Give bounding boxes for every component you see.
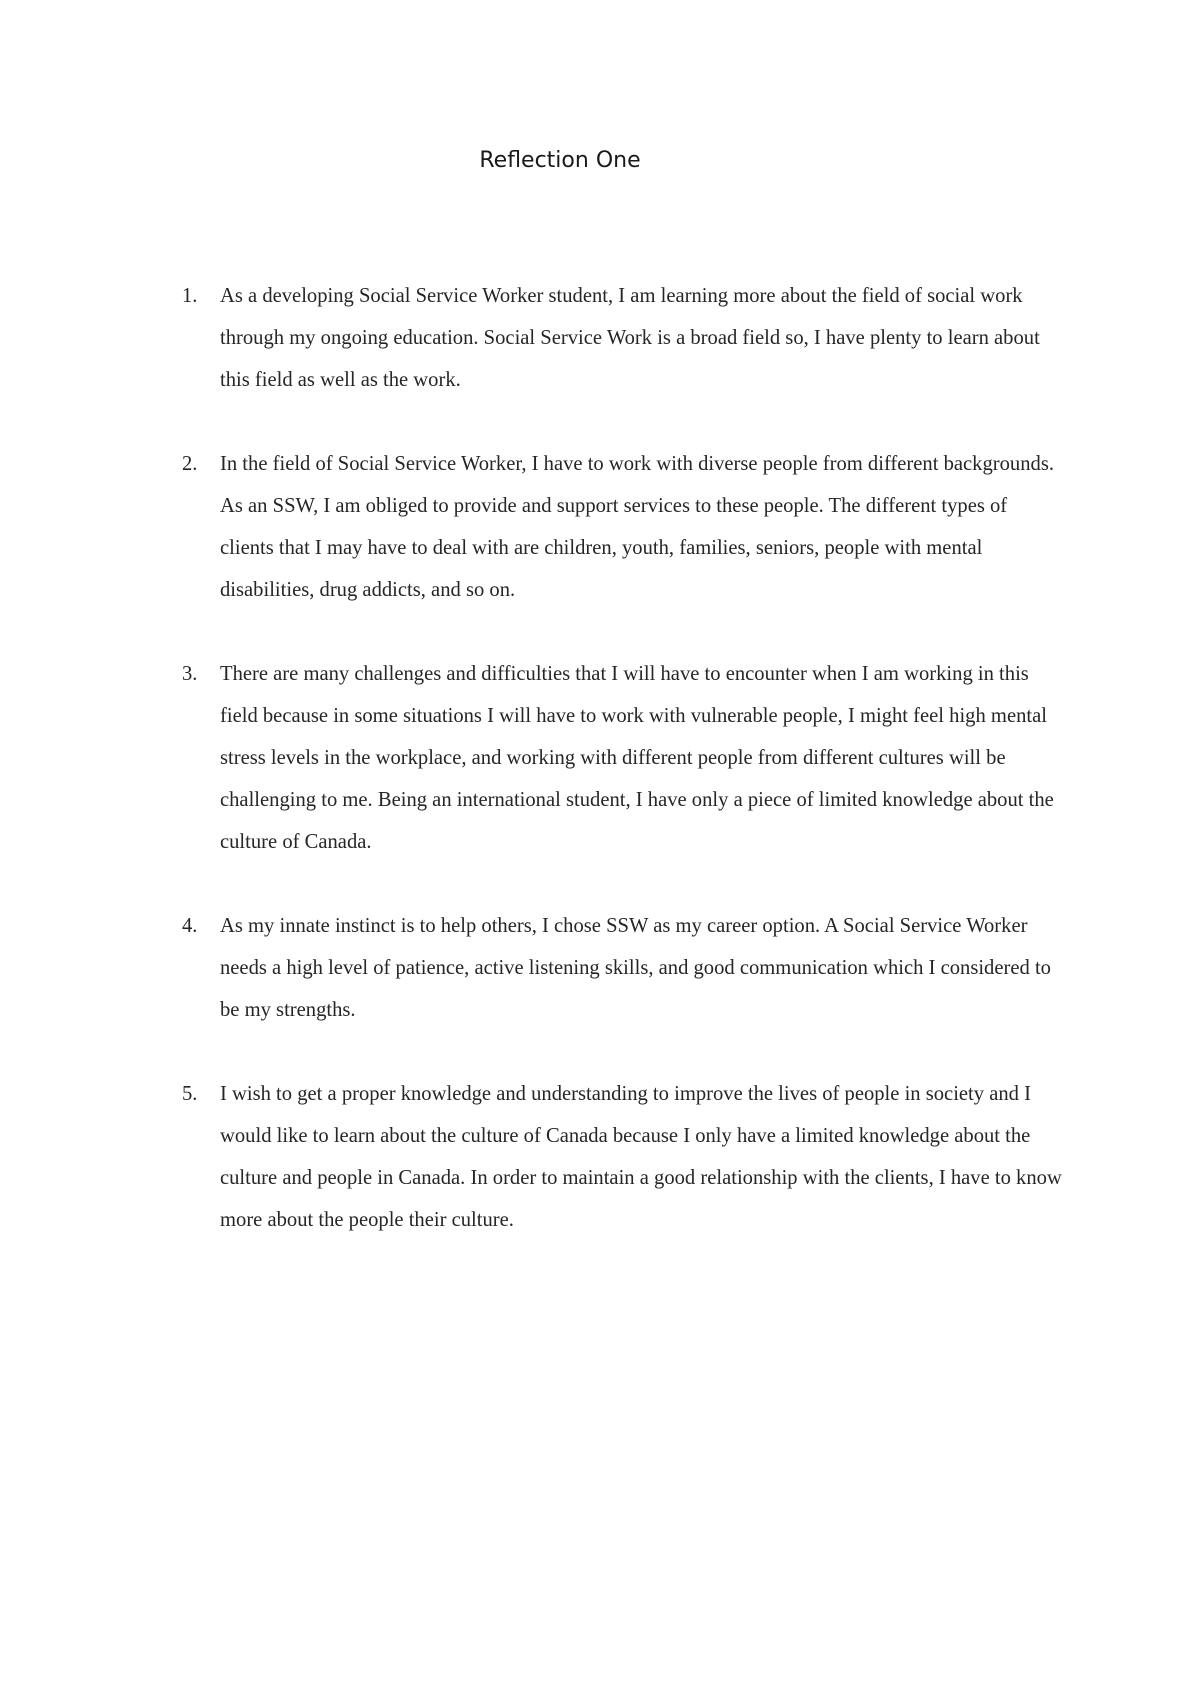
- list-item-number: 2.: [182, 453, 198, 475]
- list-item: [182, 905, 1062, 1031]
- list-item: [182, 443, 1062, 611]
- list-item: [182, 653, 1062, 863]
- list-item: [182, 1073, 1062, 1241]
- document-title: Reflection One: [479, 148, 641, 173]
- list-item-number: 4.: [182, 915, 198, 937]
- reflection-list: [182, 275, 1062, 1283]
- list-item-number: 3.: [182, 663, 198, 685]
- list-item-text: As my innate instinct is to help others, I chose SSW as my career option. A Social Service Worker needs a high level of patience, active listening skills, and good communication which I considered to be my strengths.: [220, 915, 1051, 1021]
- list-item-number: 1.: [182, 285, 198, 307]
- list-item-text: I wish to get a proper knowledge and understanding to improve the lives of people in society and I would like to learn about the culture of Canada because I only have a limited knowledge about the culture and people in Canada. In order to maintain a good relationship with the clients, I have to know more about the people their culture.: [220, 1083, 1062, 1231]
- list-item-text: In the field of Social Service Worker, I have to work with diverse people from different backgrounds. As an SSW, I am obliged to provide and support services to these people. The different types of clients that I may have to deal with are children, youth, families, seniors, people with mental disabilities, drug addicts, and so on.: [220, 453, 1054, 601]
- list-item-number: 5.: [182, 1083, 198, 1105]
- list-item-text: There are many challenges and difficulties that I will have to encounter when I am working in this field because in some situations I will have to work with vulnerable people, I might feel high mental stress levels in the workplace, and working with different people from different cultures will be challenging to me. Being an international student, I have only a piece of limited knowledge about the culture of Canada.: [220, 663, 1054, 853]
- list-item-text: As a developing Social Service Worker student, I am learning more about the field of social work through my ongoing education. Social Service Work is a broad field so, I have plenty to learn about this field as well as the work.: [220, 285, 1040, 391]
- list-item: [182, 275, 1062, 401]
